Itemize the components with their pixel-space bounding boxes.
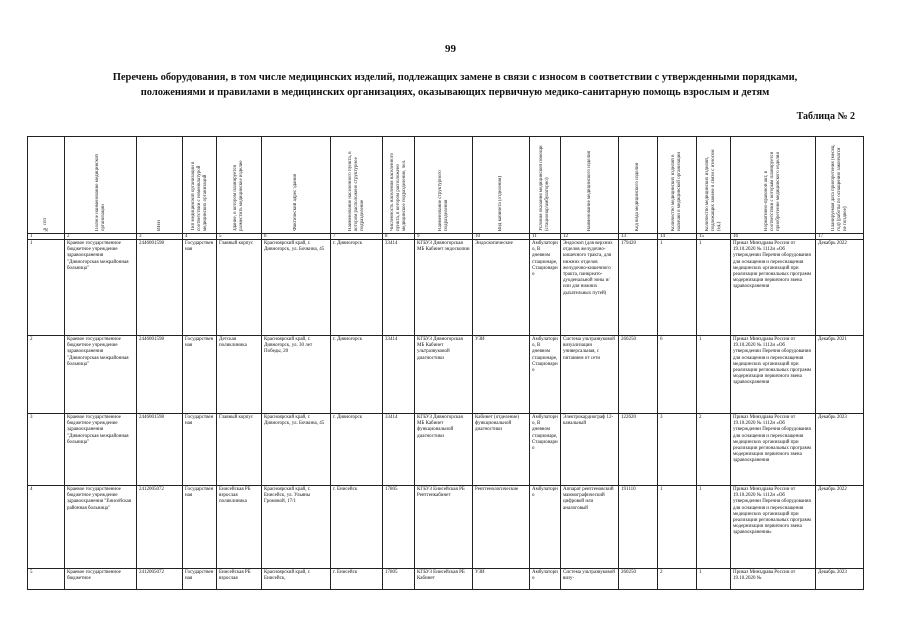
legal-act: Приказ Минздрава России от 19.10.2020 № 1112н «Об утверждении Перечня оборудования для оснащения и переоснащения медицинских организаций при реализации региональных программ модернизации первичного звена здравоохранения» xyxy=(731,486,816,569)
legal-act: Приказ Минздрава России от 19.10.2020 № 1112н «Об утверждении Перечня оборудования для оснащения и переоснащения медицинских организаций при реализации региональных программ модернизации первичного звена здравоохранения xyxy=(731,240,816,336)
address: Красноярский край, г. Енисейск, ул. Ульяны Громовой, 17/1 xyxy=(262,486,331,569)
device-name: Аппарат рентгеновский маммографический цифровой или аналоговый xyxy=(561,486,619,569)
purchase-date: Декабрь 2023 xyxy=(816,569,864,590)
inn: 2412005072 xyxy=(137,569,183,590)
purchase-date: Декабрь 2022 xyxy=(816,486,864,569)
table-row xyxy=(28,336,864,414)
column-number: 6 xyxy=(262,234,331,240)
cabinet-type: Эндоскопические xyxy=(473,240,530,336)
care-conditions: Амбулаторно xyxy=(530,486,561,569)
address: Красноярский край, г. Дивногорск, ул. Бочкина, 45 xyxy=(262,414,331,486)
table-row xyxy=(28,486,864,569)
device-code: 260250 xyxy=(619,569,658,590)
org-name: Краевое государственное бюджетное учреждение здравоохранения "Енисейская районная больница" xyxy=(65,486,137,569)
column-number: 10 xyxy=(473,234,530,240)
column-number: 13 xyxy=(619,234,658,240)
qty-replace: 1 xyxy=(697,240,731,336)
table-row xyxy=(28,414,864,486)
device-name: Система ультразвуковой визу- xyxy=(561,569,619,590)
inn: 2446001598 xyxy=(137,336,183,414)
header-cell: Тип медицинской организации в соответствии с номенклатурой медицинских организаций xyxy=(183,137,217,234)
building: Главный корпус xyxy=(217,240,262,336)
org-type: Государственная xyxy=(183,486,217,569)
cabinet-type: УЗИ xyxy=(473,336,530,414)
purchase-date: Декабрь 2022 xyxy=(816,240,864,336)
qty-replace: 1 xyxy=(697,486,731,569)
population: 33414 xyxy=(383,414,415,486)
header-cell: Планируемая дата приобретения (месяц, год) (работы по оснащению закончатся не позднее) xyxy=(816,137,864,234)
address: Красноярский край, г. Дивногорск, ул. 30 лет Победы, 20 xyxy=(262,336,331,414)
device-name: Эндоскоп (для верхних отделов желудочно-кишечного тракта, для нижних отделов желудочно-кишечного тракта, панкреато-дуоденальной зоны и/или для нижних дыхательных путей) xyxy=(561,240,619,336)
population: 33414 xyxy=(383,336,415,414)
column-number: 7 xyxy=(331,234,383,240)
header-cell: Наименование медицинского изделия xyxy=(561,137,619,234)
building: Детская поликлиника xyxy=(217,336,262,414)
cabinet-type: Кабинет (отделение) функциональной диагностики xyxy=(473,414,530,486)
column-number: 2 xyxy=(65,234,137,240)
column-number: 17 xyxy=(816,234,864,240)
qty-available: 3 xyxy=(658,414,697,486)
care-conditions: Амбулаторно, В дневном стационаре, Стационарно xyxy=(530,414,561,486)
row-number: 1 xyxy=(28,240,65,336)
header-cell: № п/п xyxy=(28,137,65,234)
legal-act: Приказ Минздрава России от 19.10.2020 № 1112н «Об утверждении Перечня оборудования для оснащения и переоснащения медицинских организаций при реализации региональных программ модернизации первичного звена здравоохранения xyxy=(731,336,816,414)
care-conditions: Амбулаторно xyxy=(530,569,561,590)
locality: г. Енисейск xyxy=(331,486,383,569)
page-number: 99 xyxy=(445,43,456,55)
purchase-date: Декабрь 2021 xyxy=(816,336,864,414)
column-number: 1 xyxy=(28,234,65,240)
org-name: Краевое государственное бюджетное учреждение здравоохранения "Дивногорская межрайонная больница" xyxy=(65,414,137,486)
population: 33414 xyxy=(383,240,415,336)
org-type: Государственная xyxy=(183,336,217,414)
care-conditions: Амбулаторно, В дневном стационаре, Стационарно xyxy=(530,336,561,414)
table-row xyxy=(28,569,864,590)
column-number: 12 xyxy=(561,234,619,240)
row-number: 4 xyxy=(28,486,65,569)
table-header-row xyxy=(28,137,864,234)
qty-replace: 2 xyxy=(697,414,731,486)
header-cell: Наименование населенного пункта, в котором расположено структурное подразделение xyxy=(331,137,383,234)
locality: г. Дивногорск xyxy=(331,240,383,336)
column-number: 16 xyxy=(731,234,816,240)
building: Енисейская РБ взрослая xyxy=(217,569,262,590)
table-row xyxy=(28,240,864,336)
building: Главный корпус xyxy=(217,414,262,486)
org-type: Государственная xyxy=(183,240,217,336)
column-number: 3 xyxy=(137,234,183,240)
address: Красноярский край, г. Енисейск, xyxy=(262,569,331,590)
inn: 2412005072 xyxy=(137,486,183,569)
column-number: 4 xyxy=(183,234,217,240)
header-cell: Вид кабинета (отделения) xyxy=(473,137,530,234)
qty-available: 2 xyxy=(658,569,697,590)
header-cell: Код вида медицинского изделия xyxy=(619,137,658,234)
division: КГБУЗ Енисейская РБ Рентгенкабинет xyxy=(415,486,473,569)
inn: 2446001598 xyxy=(137,414,183,486)
division: КГБУЗ Дивногорская МБ Кабинет ультразвуковой диагностики xyxy=(415,336,473,414)
org-type: Государственная xyxy=(183,569,217,590)
equipment-table xyxy=(27,136,864,590)
division: КГБУЗ Дивногорская МБ Кабинет функциональной диагностики xyxy=(415,414,473,486)
cabinet-type: УЗИ xyxy=(473,569,530,590)
header-cell: Численность населения населенного пункта, в котором расположено медицинское подразделение, чел. xyxy=(383,137,415,234)
qty-available: 6 xyxy=(658,336,697,414)
device-code: 191110 xyxy=(619,486,658,569)
table-label: Таблица № 2 xyxy=(796,111,855,122)
division: КГБУЗ Енисейская РБ Кабинет xyxy=(415,569,473,590)
legal-act: Приказ Минздрава России от 19.10.2020 № 1112н «Об утверждении Перечня оборудования для оснащения и переоснащения медицинских организаций при реализации региональных программ модернизации первичного звена здравоохранения xyxy=(731,414,816,486)
device-name: Система ультразвуковой визуализации универсальная, с питанием от сети xyxy=(561,336,619,414)
column-number: 15 xyxy=(697,234,731,240)
qty-replace: 1 xyxy=(697,569,731,590)
org-name: Краевое государственное бюджетное xyxy=(65,569,137,590)
cabinet-type: Рентгенологические xyxy=(473,486,530,569)
header-cell: Здание, в котором планируется разместить медицинское изделие xyxy=(217,137,262,234)
row-number: 5 xyxy=(28,569,65,590)
column-number: 8 xyxy=(383,234,415,240)
header-cell: Наименование структурного подразделения xyxy=(415,137,473,234)
row-number: 2 xyxy=(28,336,65,414)
locality: г. Енисейск xyxy=(331,569,383,590)
purchase-date: Декабрь 2023 xyxy=(816,414,864,486)
qty-available: 1 xyxy=(658,240,697,336)
row-number: 3 xyxy=(28,414,65,486)
org-type: Государственная xyxy=(183,414,217,486)
column-number: 5 xyxy=(217,234,262,240)
device-name: Электрокардиограф 12-канальный xyxy=(561,414,619,486)
inn: 2446001598 xyxy=(137,240,183,336)
header-cell: Фактический адрес здания xyxy=(262,137,331,234)
qty-replace: 1 xyxy=(697,336,731,414)
device-code: 122620 xyxy=(619,414,658,486)
org-name: Краевое государственное бюджетное учреждение здравоохранения "Дивногорская межрайонная больница" xyxy=(65,240,137,336)
device-code: 260250 xyxy=(619,336,658,414)
care-conditions: Амбулаторно, В дневном стационаре, Стационарно xyxy=(530,240,561,336)
population: 17805 xyxy=(383,486,415,569)
locality: г. Дивногорск xyxy=(331,336,383,414)
header-cell: Полное наименование медицинской организации xyxy=(65,137,137,234)
column-number: 11 xyxy=(530,234,561,240)
document-title: Перечень оборудования, в том числе медицинских изделий, подлежащих замене в связи с износом в соответствии с утвержденными порядками, положениями и правилами в медицинских организациях, оказывающих первичную медико-санитарную помощь взрослым и детям xyxy=(112,72,798,98)
address: Красноярский край, г. Дивногорск, ул. Бочкина, 45 xyxy=(262,240,331,336)
device-code: 179420 xyxy=(619,240,658,336)
population: 17805 xyxy=(383,569,415,590)
header-cell: Нормативно-правовой акт, в соответствии с которым планируется приобретение медицинского изделия xyxy=(731,137,816,234)
header-cell: Количество медицинских изделий в наличии в медицинской организации xyxy=(658,137,697,234)
column-number: 14 xyxy=(658,234,697,240)
org-name: Краевое государственное бюджетное учреждение здравоохранения "Дивногорская межрайонная больница" xyxy=(65,336,137,414)
locality: г. Дивногорск xyxy=(331,414,383,486)
building: Енисейская РБ взрослая поликлиника xyxy=(217,486,262,569)
column-number: 9 xyxy=(415,234,473,240)
header-cell: Количество медицинских изделий, подлежащих замене в связи с износом (ед.) xyxy=(697,137,731,234)
division: КГБУЗ Дивногорская МБ Кабинет эндоскопии xyxy=(415,240,473,336)
qty-available: 1 xyxy=(658,486,697,569)
header-cell: Условия оказания медицинской помощи (стационар/амбулаторно) xyxy=(530,137,561,234)
legal-act: Приказ Минздрава России от 19.10.2020 № xyxy=(731,569,816,590)
header-cell: ИНН xyxy=(137,137,183,234)
